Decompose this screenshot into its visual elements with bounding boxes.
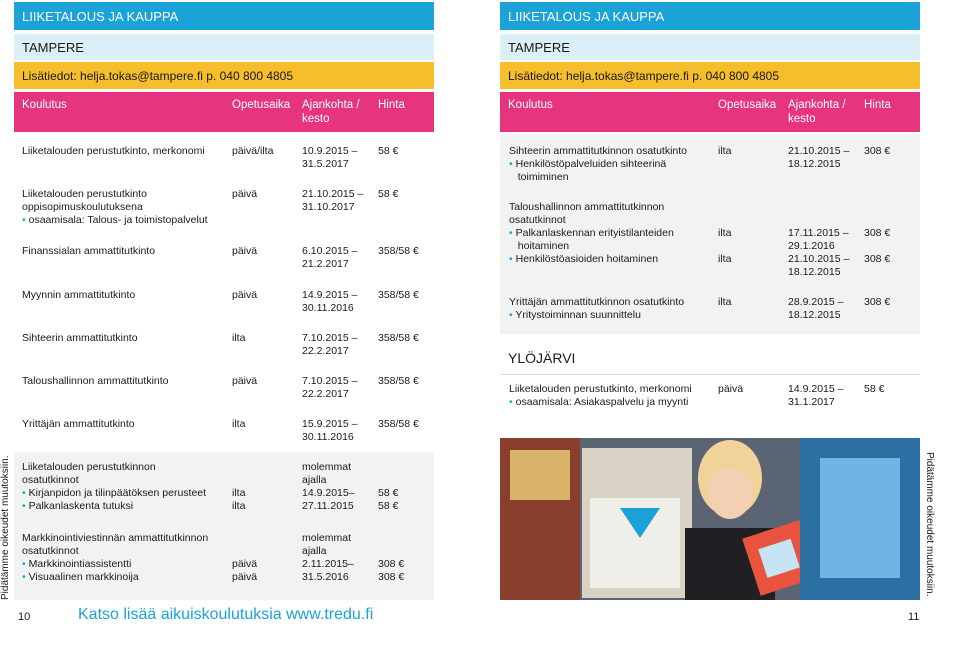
course-price: 358/58 € [378,289,419,301]
block-title: Markkinointiviestinnän ammattitutkinnon osatutkinnot • Markkinointiassistentti • Visuaalinen markkinoija [22,532,209,583]
course-time: päivä/ilta [232,145,274,157]
category-title: LIIKETALOUS JA KAUPPA [508,8,665,24]
course-title: Liiketalouden perustutkinto, merkonomi [22,145,205,157]
header-hinta: Hinta [378,99,405,111]
course-time: ilta [232,332,246,344]
course-dates: 28.9.2015 – 18.12.2015 [788,296,844,321]
category-banner-left [14,2,434,30]
header-koulutus: Koulutus [22,99,67,111]
course-title: Liiketalouden perustutkinto oppisopimuskoulutuksena • osaamisala: Talous- ja toimistopalvelut [22,188,208,226]
disclaimer-right: Pidätämme oikeudet muutoksiin. [924,452,935,597]
table-header-right [500,92,920,132]
divider [500,374,920,375]
course-title: Finanssialan ammattitutkinto [22,245,156,257]
contact-text: Lisätiedot: helja.tokas@tampere.fi p. 040 800 4805 [508,68,780,83]
course-time: ilta [232,418,246,430]
course-dates: 15.9.2015 – 30.11.2016 [302,418,358,443]
course-title: Myynnin ammattitutkinto [22,289,136,301]
course-time: päivä [232,289,258,301]
course-price: 308 € [864,145,891,157]
course-price: 58 € [864,383,885,395]
disclaimer-left: Pidätämme oikeudet muutoksiin. [0,455,11,600]
table-header-left [14,92,434,132]
city-title: TAMPERE [508,39,570,55]
category-banner-right [500,2,920,30]
header-hinta: Hinta [864,99,891,111]
course-dates: 7.10.2015 – 22.2.2017 [302,375,358,400]
course-time: ilta [718,145,732,157]
city-title: TAMPERE [22,39,84,55]
contact-banner-right [500,62,920,89]
course-dates: 6.10.2015 – 21.2.2017 [302,245,358,270]
block-dates: molemmat ajalla 14.9.2015– 27.11.2015 [302,461,355,512]
block-time: ilta ilta [232,487,246,512]
course-title: Sihteerin ammattitutkinto [22,332,138,344]
course-time: päivä [718,383,744,395]
student-photo [500,438,920,600]
course-dates: 21.10.2015 – 31.10.2017 [302,188,364,213]
category-title: LIIKETALOUS JA KAUPPA [22,8,179,24]
header-opetusaika: Opetusaika [232,99,291,111]
photo-illustration [500,438,920,600]
block-price: 308 € 308 € [378,558,405,583]
course-dates: 7.10.2015 – 22.2.2017 [302,332,358,357]
course-dates: 14.9.2015 – 31.1.2017 [788,383,844,408]
course-time: päivä [232,375,258,387]
footer-link[interactable]: Katso lisää aikuiskoulutuksia www.tredu.fi [78,606,374,623]
city-heading-ylojarvi: YLÖJÄRVI [508,350,576,366]
header-ajankohta: Ajankohta / kesto [302,99,360,125]
course-title: Liiketalouden perustutkinto, merkonomi • osaamisala: Asiakaspalvelu ja myynti [509,383,692,408]
contact-banner-left [14,62,434,89]
course-dates: 21.10.2015 – 18.12.2015 [788,145,850,170]
course-time: päivä [232,188,258,200]
block-time: päivä päivä [232,558,258,583]
course-title: Taloushallinnon ammattitutkinto [22,375,169,387]
course-dates: 17.11.2015 – 29.1.2016 21.10.2015 – 18.12.2015 [788,227,850,278]
course-price: 358/58 € [378,245,419,257]
course-price: 358/58 € [378,332,419,344]
city-banner-left [14,34,434,60]
course-title: Sihteerin ammattitutkinnon osatutkinto • Henkilöstöpalveluiden sihteerinä toimiminen [509,145,688,183]
block-price: 58 € 58 € [378,487,399,512]
course-price: 58 € [378,145,399,157]
page-number-right: 11 [908,611,920,623]
course-dates: 10.9.2015 – 31.5.2017 [302,145,358,170]
course-price: 358/58 € [378,375,419,387]
course-title: Taloushallinnon ammattitutkinnon osatutkinnot • Palkanlaskennan erityistilanteiden hoitaminen • Henkilöstöasioiden hoitaminen [509,201,674,265]
block-title: Liiketalouden perustutkinnon osatutkinnot • Kirjanpidon ja tilinpäätöksen perusteet • Palkanlaskenta tutuksi [22,461,207,512]
contact-text: Lisätiedot: helja.tokas@tampere.fi p. 040 800 4805 [22,68,294,83]
course-title: Yrittäjän ammattitutkinto [22,418,135,430]
header-koulutus: Koulutus [508,99,553,111]
course-dates: 14.9.2015 – 30.11.2016 [302,289,358,314]
course-title: Yrittäjän ammattitutkinnon osatutkinto • Yritystoiminnan suunnittelu [509,296,685,321]
course-time: ilta ilta [718,227,732,265]
city-banner-right [500,34,920,60]
course-time: päivä [232,245,258,257]
course-time: ilta [718,296,732,308]
page-number-left: 10 [18,611,31,623]
header-ajankohta: Ajankohta / kesto [788,99,846,125]
header-opetusaika: Opetusaika [718,99,777,111]
block-dates: molemmat ajalla 2.11.2015– 31.5.2016 [302,532,354,583]
course-price: 358/58 € [378,418,419,430]
course-price: 308 € [864,296,891,308]
course-price: 58 € [378,188,399,200]
course-price: 308 € 308 € [864,227,891,265]
